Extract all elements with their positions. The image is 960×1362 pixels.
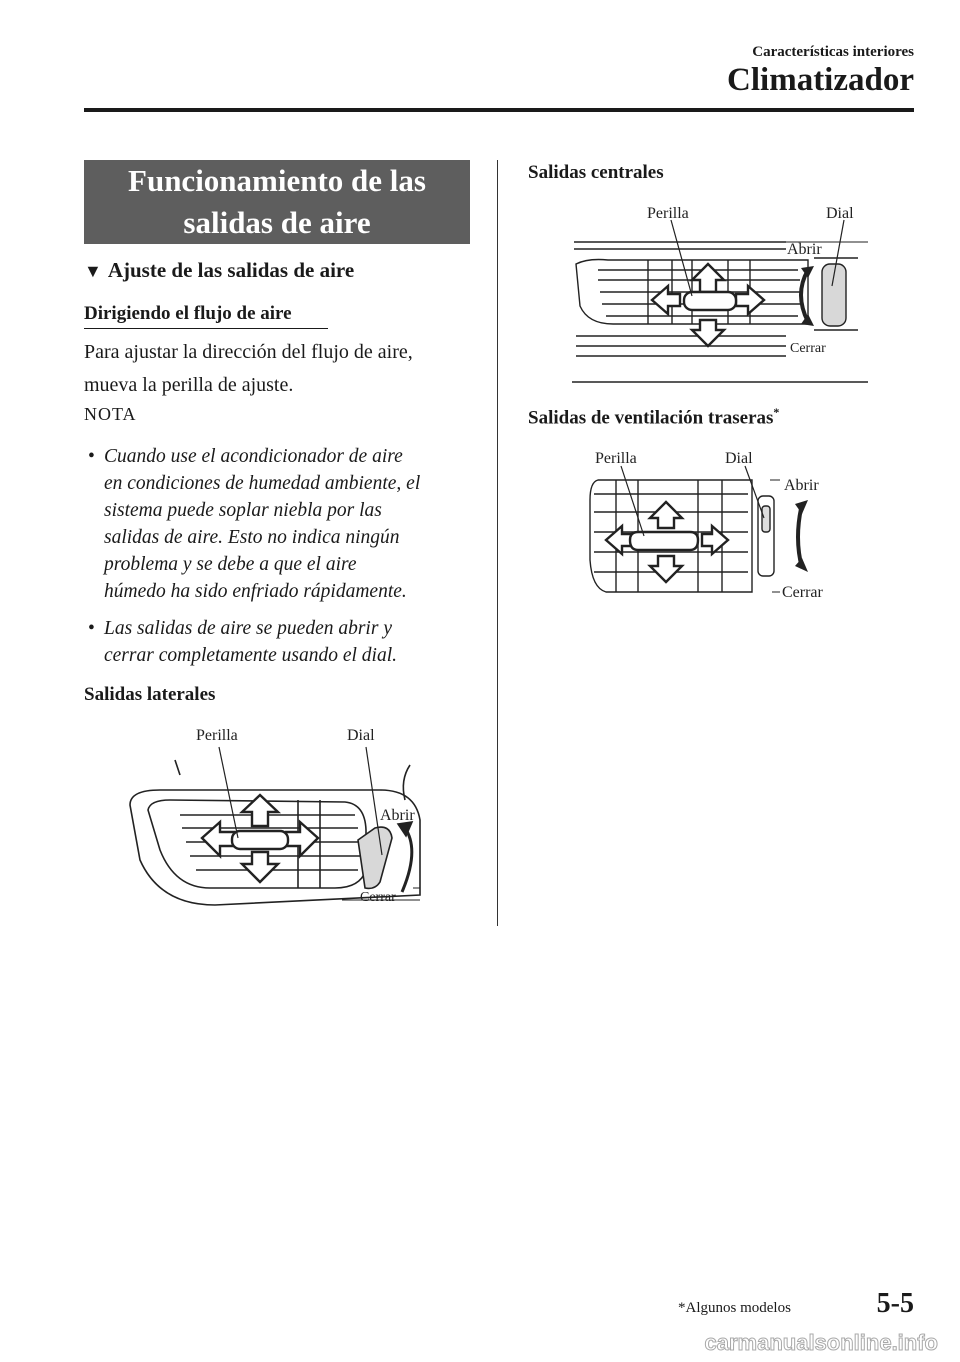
- subsection-title: Ajuste de las salidas de aire: [107, 258, 355, 282]
- bullet: •: [88, 446, 95, 467]
- watermark: carmanualsonline.info: [704, 1330, 938, 1355]
- note-line: Las salidas de aire se pueden abrir y: [104, 618, 392, 639]
- close-label: Cerrar: [360, 890, 396, 905]
- knob-leader-line: [219, 747, 238, 838]
- knob-leader-line: [671, 220, 692, 296]
- open-label: Abrir: [784, 477, 819, 494]
- column-divider: [497, 160, 498, 926]
- triangle-marker-icon: ▼: [84, 261, 102, 281]
- lateral-vents-title: Salidas laterales: [84, 684, 216, 705]
- subsection-heading: [84, 258, 354, 283]
- close-label: Cerrar: [790, 341, 826, 356]
- dial-label: Dial: [347, 727, 375, 744]
- knob-label: Perilla: [647, 205, 689, 222]
- page-number: 5-5: [876, 1288, 914, 1319]
- bullet: •: [88, 618, 95, 639]
- open-label: Abrir: [380, 807, 415, 824]
- knob-leader-line: [621, 466, 644, 536]
- topic-body: [84, 336, 474, 402]
- footnote-marker: *: [773, 405, 780, 419]
- note-line: salidas de aire. Esto no indica ningún: [104, 527, 400, 548]
- note-label: NOTA: [84, 404, 137, 424]
- note-item: [88, 443, 470, 605]
- note-line: sistema puede soplar niebla por las: [104, 500, 382, 521]
- rear-vents-title-text: Salidas de ventilación traseras: [528, 407, 774, 429]
- note-item: [88, 615, 470, 669]
- dial-leader-line: [745, 466, 764, 518]
- body-line: Para ajustar la dirección del flujo de aire,: [84, 341, 413, 363]
- central-vents-title: Salidas centrales: [528, 162, 664, 183]
- knob-label: Perilla: [196, 727, 238, 744]
- chapter-title: Climatizador: [727, 62, 914, 98]
- rear-vents-title: [528, 405, 779, 429]
- note-line: Cuando use el acondicionador de aire: [104, 446, 403, 467]
- rear-vent-illustration: [580, 440, 850, 610]
- dial-label: Dial: [725, 450, 753, 467]
- section-title-box: [84, 160, 470, 244]
- body-line: mueva la perilla de ajuste.: [84, 374, 294, 396]
- note-line: cerrar completamente usando el dial.: [104, 645, 397, 666]
- topic-heading: Dirigiendo el flujo de aire: [84, 303, 292, 324]
- note-line: en condiciones de humedad ambiente, el: [104, 473, 421, 494]
- dial-label: Dial: [826, 205, 854, 222]
- central-vent-illustration: [568, 196, 873, 386]
- note-line: húmedo ha sido enfriado rápidamente.: [104, 581, 407, 602]
- topic-heading-underline: [84, 328, 328, 329]
- header-rule: [84, 108, 914, 112]
- knob-label: Perilla: [595, 450, 637, 467]
- footnote: *Algunos modelos: [678, 1300, 791, 1316]
- section-title-line1: Funcionamiento de las: [128, 163, 426, 198]
- lateral-vent-illustration: [120, 720, 430, 920]
- chapter-subtitle: Características interiores: [752, 44, 914, 60]
- open-label: Abrir: [787, 241, 822, 258]
- note-line: problema y se debe a que el aire: [104, 554, 357, 575]
- close-label: Cerrar: [782, 584, 823, 601]
- section-title-line2: salidas de aire: [183, 205, 371, 240]
